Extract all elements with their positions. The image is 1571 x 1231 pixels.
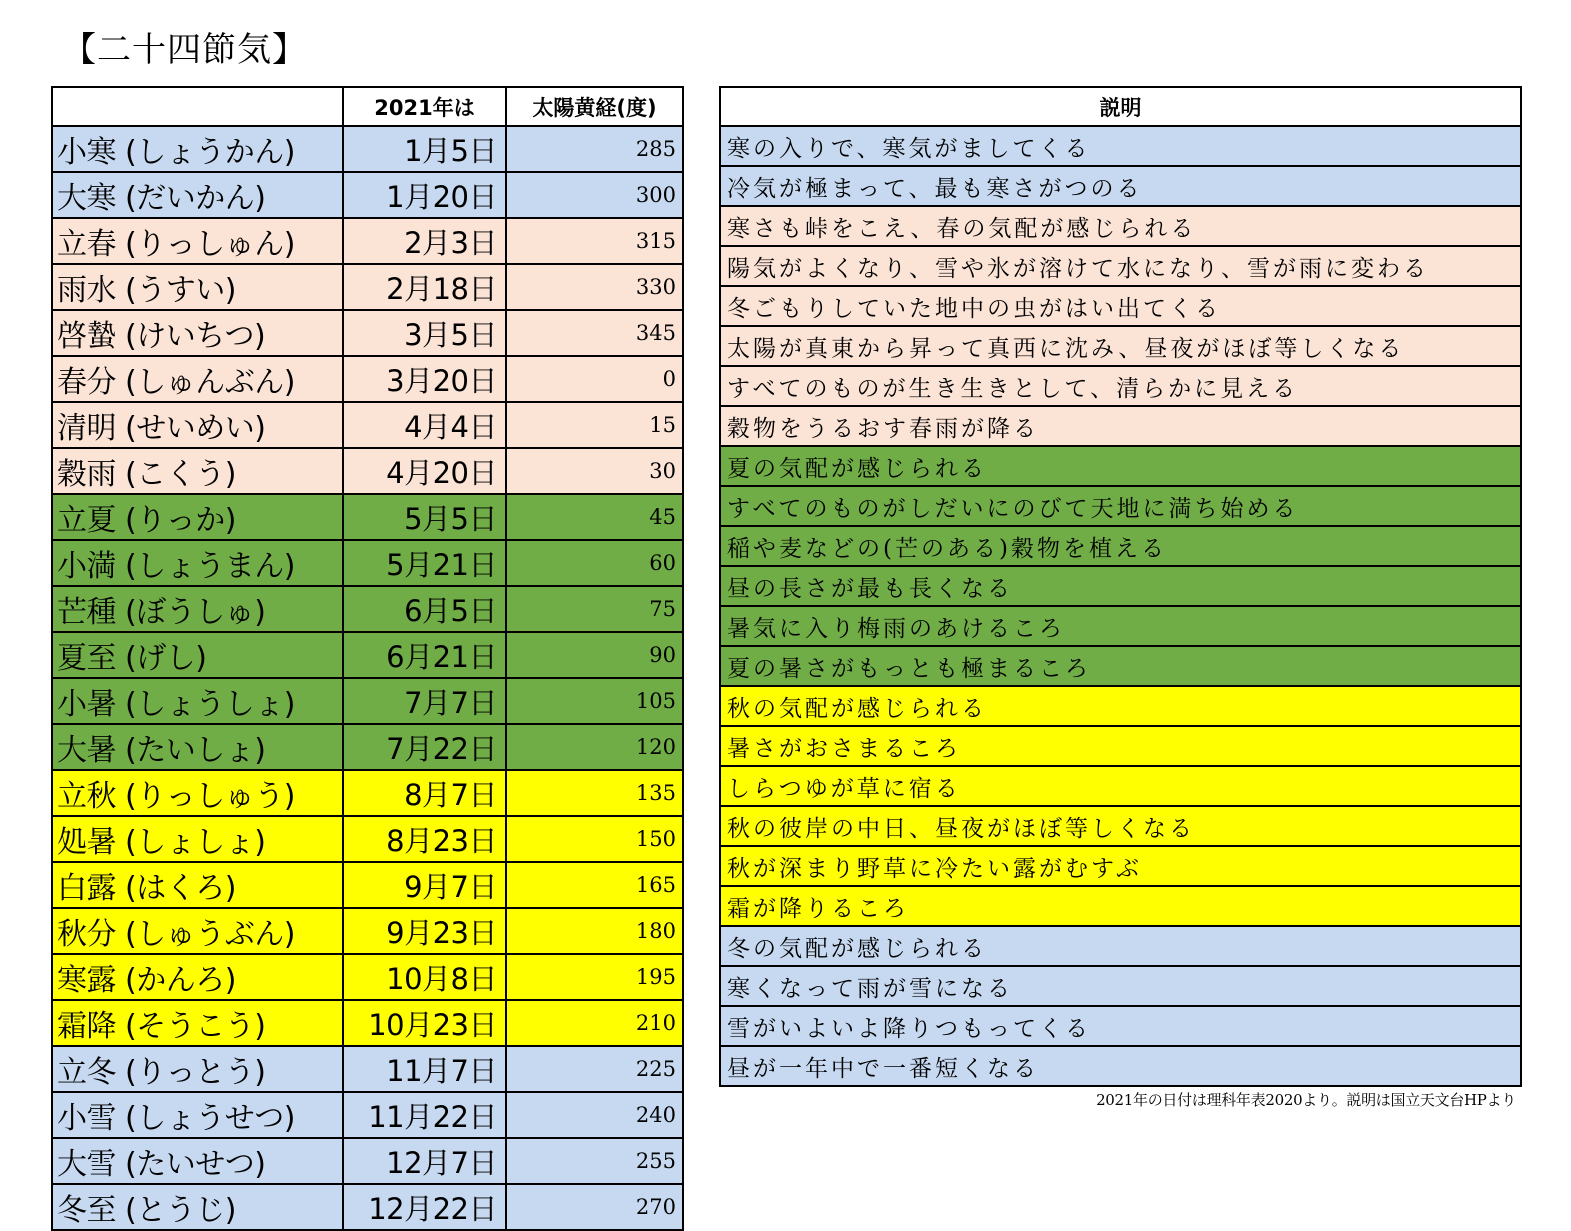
table-row <box>52 356 683 402</box>
longitude-cell: 255 <box>506 1138 683 1184</box>
table-row <box>52 1000 683 1046</box>
longitude-cell: 0 <box>506 356 683 402</box>
date-cell: 12月22日 <box>343 1184 506 1230</box>
table-row <box>720 646 1521 686</box>
longitude-cell: 165 <box>506 862 683 908</box>
description-cell: 冬ごもりしていた地中の虫がはい出てくる <box>720 286 1521 326</box>
sekki-name-cell: 処暑 (しょしょ) <box>52 816 343 862</box>
table-row <box>52 448 683 494</box>
longitude-cell: 315 <box>506 218 683 264</box>
table-row <box>52 954 683 1000</box>
description-cell: 冷気が極まって、最も寒さがつのる <box>720 166 1521 206</box>
table-row <box>720 1046 1521 1086</box>
table-row <box>720 726 1521 766</box>
table-row <box>720 846 1521 886</box>
table-row <box>720 606 1521 646</box>
source-note: 2021年の日付は理科年表2020より。説明は国立天文台HPより <box>1096 1091 1516 1109</box>
description-cell: 雪がいよいよ降りつもってくる <box>720 1006 1521 1046</box>
table-row <box>52 1138 683 1184</box>
longitude-cell: 135 <box>506 770 683 816</box>
sekki-name-cell: 大寒 (だいかん) <box>52 172 343 218</box>
table-row <box>52 1184 683 1230</box>
description-cell: すべてのものが生き生きとして、清らかに見える <box>720 366 1521 406</box>
date-cell: 3月20日 <box>343 356 506 402</box>
description-cell: 秋が深まり野草に冷たい露がむすぶ <box>720 846 1521 886</box>
date-cell: 4月4日 <box>343 402 506 448</box>
description-cell: 穀物をうるおす春雨が降る <box>720 406 1521 446</box>
date-cell: 2月18日 <box>343 264 506 310</box>
table-row <box>52 402 683 448</box>
table-row <box>52 908 683 954</box>
longitude-cell: 240 <box>506 1092 683 1138</box>
table-row <box>52 632 683 678</box>
date-cell: 9月23日 <box>343 908 506 954</box>
table-row <box>720 166 1521 206</box>
sekki-name-cell: 冬至 (とうじ) <box>52 1184 343 1230</box>
description-cell: 秋の彼岸の中日、昼夜がほぼ等しくなる <box>720 806 1521 846</box>
table-row <box>720 526 1521 566</box>
header-description: 説明 <box>720 87 1521 126</box>
description-cell: 陽気がよくなり、雪や氷が溶けて水になり、雪が雨に変わる <box>720 246 1521 286</box>
longitude-cell: 195 <box>506 954 683 1000</box>
longitude-cell: 90 <box>506 632 683 678</box>
date-cell: 8月23日 <box>343 816 506 862</box>
longitude-cell: 15 <box>506 402 683 448</box>
date-cell: 12月7日 <box>343 1138 506 1184</box>
table-row <box>720 366 1521 406</box>
date-cell: 3月5日 <box>343 310 506 356</box>
longitude-cell: 105 <box>506 678 683 724</box>
sekki-name-cell: 小満 (しょうまん) <box>52 540 343 586</box>
table-row <box>720 206 1521 246</box>
sekki-name-cell: 秋分 (しゅうぶん) <box>52 908 343 954</box>
table-row <box>720 486 1521 526</box>
sekki-name-cell: 小寒 (しょうかん) <box>52 126 343 172</box>
description-cell: 寒さも峠をこえ、春の気配が感じられる <box>720 206 1521 246</box>
sekki-name-cell: 小暑 (しょうしょ) <box>52 678 343 724</box>
longitude-cell: 300 <box>506 172 683 218</box>
date-cell: 11月7日 <box>343 1046 506 1092</box>
table-row <box>720 1006 1521 1046</box>
date-cell: 11月22日 <box>343 1092 506 1138</box>
sekki-name-cell: 雨水 (うすい) <box>52 264 343 310</box>
table-row <box>52 1046 683 1092</box>
date-cell: 1月5日 <box>343 126 506 172</box>
sekki-name-cell: 立秋 (りっしゅう) <box>52 770 343 816</box>
table-row <box>720 126 1521 166</box>
description-cell: 寒の入りで、寒気がましてくる <box>720 126 1521 166</box>
date-cell: 5月5日 <box>343 494 506 540</box>
sekki-name-cell: 小雪 (しょうせつ) <box>52 1092 343 1138</box>
sekki-name-cell: 大雪 (たいせつ) <box>52 1138 343 1184</box>
sekki-name-cell: 夏至 (げし) <box>52 632 343 678</box>
longitude-cell: 60 <box>506 540 683 586</box>
table-row <box>52 540 683 586</box>
description-cell: 冬の気配が感じられる <box>720 926 1521 966</box>
table-row <box>52 724 683 770</box>
page-title: 【二十四節気】 <box>62 30 307 70</box>
table-row <box>52 494 683 540</box>
date-cell: 6月5日 <box>343 586 506 632</box>
sekki-name-cell: 霜降 (そうこう) <box>52 1000 343 1046</box>
longitude-cell: 225 <box>506 1046 683 1092</box>
date-cell: 7月22日 <box>343 724 506 770</box>
sekki-name-cell: 立春 (りっしゅん) <box>52 218 343 264</box>
longitude-cell: 30 <box>506 448 683 494</box>
date-cell: 6月21日 <box>343 632 506 678</box>
date-cell: 10月23日 <box>343 1000 506 1046</box>
date-cell: 10月8日 <box>343 954 506 1000</box>
sekki-name-cell: 大暑 (たいしょ) <box>52 724 343 770</box>
longitude-cell: 45 <box>506 494 683 540</box>
description-cell: しらつゆが草に宿る <box>720 766 1521 806</box>
longitude-cell: 120 <box>506 724 683 770</box>
longitude-cell: 150 <box>506 816 683 862</box>
table-row <box>52 770 683 816</box>
date-cell: 4月20日 <box>343 448 506 494</box>
table-row <box>52 172 683 218</box>
description-cell: すべてのものがしだいにのびて天地に満ち始める <box>720 486 1521 526</box>
sekki-name-cell: 立冬 (りっとう) <box>52 1046 343 1092</box>
description-cell: 稲や麦などの(芒のある)穀物を植える <box>720 526 1521 566</box>
table-row <box>720 766 1521 806</box>
longitude-cell: 345 <box>506 310 683 356</box>
sekki-name-cell: 清明 (せいめい) <box>52 402 343 448</box>
header-name <box>52 87 343 126</box>
description-cell: 寒くなって雨が雪になる <box>720 966 1521 1006</box>
left-header-row <box>52 87 683 126</box>
sekki-date-table <box>51 86 684 1231</box>
description-cell: 暑気に入り梅雨のあけるころ <box>720 606 1521 646</box>
table-row <box>720 286 1521 326</box>
sekki-name-cell: 春分 (しゅんぶん) <box>52 356 343 402</box>
date-cell: 7月7日 <box>343 678 506 724</box>
date-cell: 8月7日 <box>343 770 506 816</box>
table-row <box>52 126 683 172</box>
date-cell: 1月20日 <box>343 172 506 218</box>
sekki-description-table <box>719 86 1522 1087</box>
table-row <box>52 264 683 310</box>
sekki-name-cell: 白露 (はくろ) <box>52 862 343 908</box>
date-cell: 5月21日 <box>343 540 506 586</box>
description-cell: 太陽が真東から昇って真西に沈み、昼夜がほぼ等しくなる <box>720 326 1521 366</box>
description-cell: 昼が一年中で一番短くなる <box>720 1046 1521 1086</box>
date-cell: 9月7日 <box>343 862 506 908</box>
table-row <box>52 310 683 356</box>
description-cell: 夏の気配が感じられる <box>720 446 1521 486</box>
description-cell: 暑さがおさまるころ <box>720 726 1521 766</box>
table-row <box>720 246 1521 286</box>
right-header-row <box>720 87 1521 126</box>
table-row <box>720 566 1521 606</box>
table-row <box>52 862 683 908</box>
table-row <box>52 586 683 632</box>
longitude-cell: 330 <box>506 264 683 310</box>
table-row <box>720 446 1521 486</box>
header-date: 2021年は <box>343 87 506 126</box>
table-row <box>720 966 1521 1006</box>
sekki-name-cell: 寒露 (かんろ) <box>52 954 343 1000</box>
header-longitude: 太陽黄経(度) <box>506 87 683 126</box>
description-cell: 秋の気配が感じられる <box>720 686 1521 726</box>
table-row <box>52 218 683 264</box>
sekki-name-cell: 芒種 (ぼうしゅ) <box>52 586 343 632</box>
sekki-name-cell: 啓蟄 (けいちつ) <box>52 310 343 356</box>
description-cell: 霜が降りるころ <box>720 886 1521 926</box>
longitude-cell: 75 <box>506 586 683 632</box>
description-cell: 夏の暑さがもっとも極まるころ <box>720 646 1521 686</box>
table-row <box>720 326 1521 366</box>
date-cell: 2月3日 <box>343 218 506 264</box>
table-row <box>720 926 1521 966</box>
table-row <box>720 686 1521 726</box>
sekki-name-cell: 立夏 (りっか) <box>52 494 343 540</box>
longitude-cell: 270 <box>506 1184 683 1230</box>
table-row <box>720 406 1521 446</box>
longitude-cell: 210 <box>506 1000 683 1046</box>
table-row <box>52 816 683 862</box>
table-row <box>52 678 683 724</box>
table-row <box>720 806 1521 846</box>
table-row <box>720 886 1521 926</box>
table-row <box>52 1092 683 1138</box>
longitude-cell: 285 <box>506 126 683 172</box>
longitude-cell: 180 <box>506 908 683 954</box>
sekki-name-cell: 穀雨 (こくう) <box>52 448 343 494</box>
description-cell: 昼の長さが最も長くなる <box>720 566 1521 606</box>
